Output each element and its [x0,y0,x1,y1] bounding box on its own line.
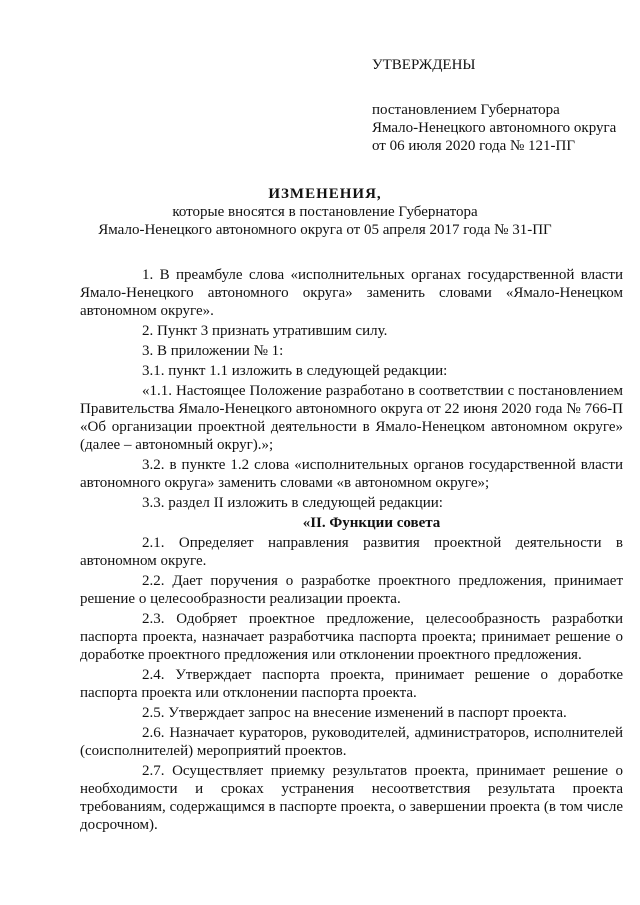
title-heading: ИЗМЕНЕНИЯ, [268,186,382,202]
paragraph: 1. В преамбуле слова «исполнительных органах государственной власти Ямало-Ненецкого автономного округа» заменить словами «Ямало-Ненецком автономном округе». [80,267,623,319]
paragraph: 3.1. пункт 1.1 изложить в следующей редакции: [142,363,448,379]
title-subtitle-line: которые вносятся в постановление Губернатора [172,204,478,220]
paragraph: «1.1. Настоящее Положение разработано в соответствии с постановлением Правительства Ямало-Ненецкого автономного округа от 22 июня 2020 года № 766-П «Об организации проектной деятельности в Ямало-Ненецком автономном округе» (далее – автономный округ).»; [80,383,623,453]
section-item: 2.2. Дает поручения о разработке проектного предложения, принимает решение о целесообразности реализации проекта. [80,573,623,607]
section-heading: «II. Функции совета [302,515,441,531]
section-item: 2.5. Утверждает запрос на внесение изменений в паспорт проекта. [142,705,567,721]
section-item: 2.7. Осуществляет приемку результатов проекта, принимает решение о необходимости и сроках устранения несоответствия результата проекта требованиям, содержащимся в паспорте проекта, о завершении проекта (в том числе досрочном). [80,763,623,833]
approval-line: от 06 июля 2020 года № 121-ПГ [372,138,576,154]
paragraph: 3.3. раздел II изложить в следующей редакции: [142,495,443,511]
document-title [80,185,570,239]
section-item: 2.1. Определяет направления развития проектной деятельности в автономном округе. [80,535,623,569]
paragraph: 3.2. в пункте 1.2 слова «исполнительных органов государственной власти автономного округа» заменить словами «в автономном округе»; [80,457,623,491]
section-item: 2.3. Одобряет проектное предложение, целесообразность разработки паспорта проекта, назначает разработчика паспорта проекта; принимает решение о доработке проектного предложения или отклонении проектного предложения. [80,611,623,663]
approved-label: УТВЕРЖДЕНЫ [372,57,476,73]
approval-line: постановлением Губернатора [372,102,560,118]
approval-line: Ямало-Ненецкого автономного округа [372,120,617,136]
section-item: 2.6. Назначает кураторов, руководителей, администраторов, исполнителей (соисполнителей) мероприятий проектов. [80,725,623,759]
paragraph: 3. В приложении № 1: [142,343,284,359]
section-item: 2.4. Утверждает паспорта проекта, принимает решение о доработке паспорта проекта или отклонении паспорта проекта. [80,667,623,701]
approval-stamp [372,56,622,155]
document-body [80,266,623,834]
paragraph: 2. Пункт 3 признать утратившим силу. [142,323,388,339]
title-subtitle-line: Ямало-Ненецкого автономного округа от 05 апреля 2017 года № 31-ПГ [98,222,552,238]
